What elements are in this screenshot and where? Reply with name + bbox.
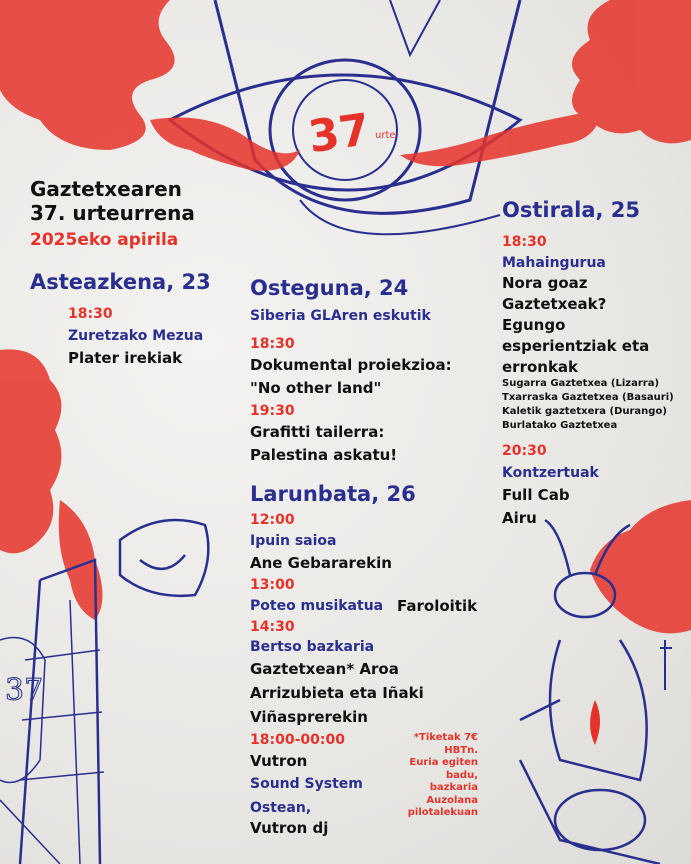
event-line: erronkak [502, 358, 579, 376]
note-line: Euria egiten [409, 757, 478, 768]
day-heading: Ostirala, 25 [502, 198, 640, 222]
smoke-top-right [400, 0, 691, 166]
event-label: Poteo musikatua [250, 598, 384, 614]
participant: Burlatako Gaztetxea [502, 420, 618, 431]
event-line: Arrizubieta eta Iñaki [250, 684, 424, 702]
event-line: "No other land" [250, 379, 382, 397]
event-time: 12:00 [250, 512, 295, 528]
event-line: Viñasprerekin [250, 708, 368, 726]
event-time: 18:30 [502, 234, 547, 250]
event-label: Sound System [250, 776, 363, 792]
event-line: esperientziak eta [502, 337, 650, 355]
event-line: Vutron dj [250, 819, 329, 837]
event-time: 18:30 [68, 306, 113, 322]
event-time: 20:30 [502, 443, 547, 459]
event-line: Palestina askatu! [250, 446, 398, 464]
event-line: Gaztetxean* Aroa [250, 660, 399, 678]
day-heading: Osteguna, 24 [250, 276, 409, 300]
emblem-number: 37 [305, 104, 373, 164]
event-inline: Faroloitik [397, 597, 478, 615]
note-line: *Tiketak 7€ [413, 732, 478, 743]
day-heading: Asteazkena, 23 [30, 270, 211, 294]
event-label: Ostean, [250, 800, 312, 816]
smoke-left [0, 349, 103, 620]
participant: Kaletik gaztetxera (Durango) [502, 406, 667, 417]
event-time: 18:30 [250, 336, 295, 352]
event-time: 18:00-00:00 [250, 732, 345, 748]
side-tag: 37 [5, 673, 44, 708]
note-line: badu, [446, 769, 478, 781]
smoke-right [590, 500, 691, 633]
flame-drop [590, 700, 600, 745]
event-label: Mahaingurua [502, 255, 606, 271]
event-line: Vutron [250, 752, 308, 770]
event-time: 19:30 [250, 403, 295, 419]
event-line: Ane Gebararekin [250, 554, 392, 572]
participant: Txarraska Gaztetxea (Basauri) [502, 392, 674, 403]
event-line: Gaztetxeak? [502, 295, 607, 313]
event-line: Airu [502, 509, 537, 527]
event-line: Plater irekiak [68, 349, 183, 367]
note-line: Auzolana [426, 794, 478, 806]
event-line: Full Cab [502, 486, 570, 504]
event-label: Bertso bazkaria [250, 639, 375, 655]
day-subtitle: Siberia GLAren eskutik [250, 308, 431, 324]
event-line: Nora goaz [502, 274, 588, 292]
note-line: HBTn. [444, 744, 478, 756]
event-line: Egungo [502, 316, 566, 334]
title-line-2: 37. urteurrena [30, 201, 195, 225]
participant: Sugarra Gaztetxea (Lizarra) [502, 378, 660, 389]
event-time: 14:30 [250, 619, 295, 635]
event-label: Kontzertuak [502, 465, 599, 481]
event-line: Dokumental proiekzioa: [250, 356, 452, 374]
note-line: bazkaria [429, 782, 478, 793]
note-line: pilotalekuan [407, 807, 478, 818]
day-heading: Larunbata, 26 [250, 482, 416, 506]
ticket-note [408, 732, 478, 820]
event-label: Ipuin saioa [250, 533, 337, 549]
event-line: Grafitti tailerra: [250, 423, 385, 441]
emblem-small-text: urte [375, 130, 396, 141]
event-time: 13:00 [250, 577, 295, 593]
event-label: Zuretzako Mezua [68, 328, 204, 344]
title-line-1: Gaztetxearen [30, 177, 182, 201]
subtitle: 2025eko apirila [30, 230, 179, 250]
